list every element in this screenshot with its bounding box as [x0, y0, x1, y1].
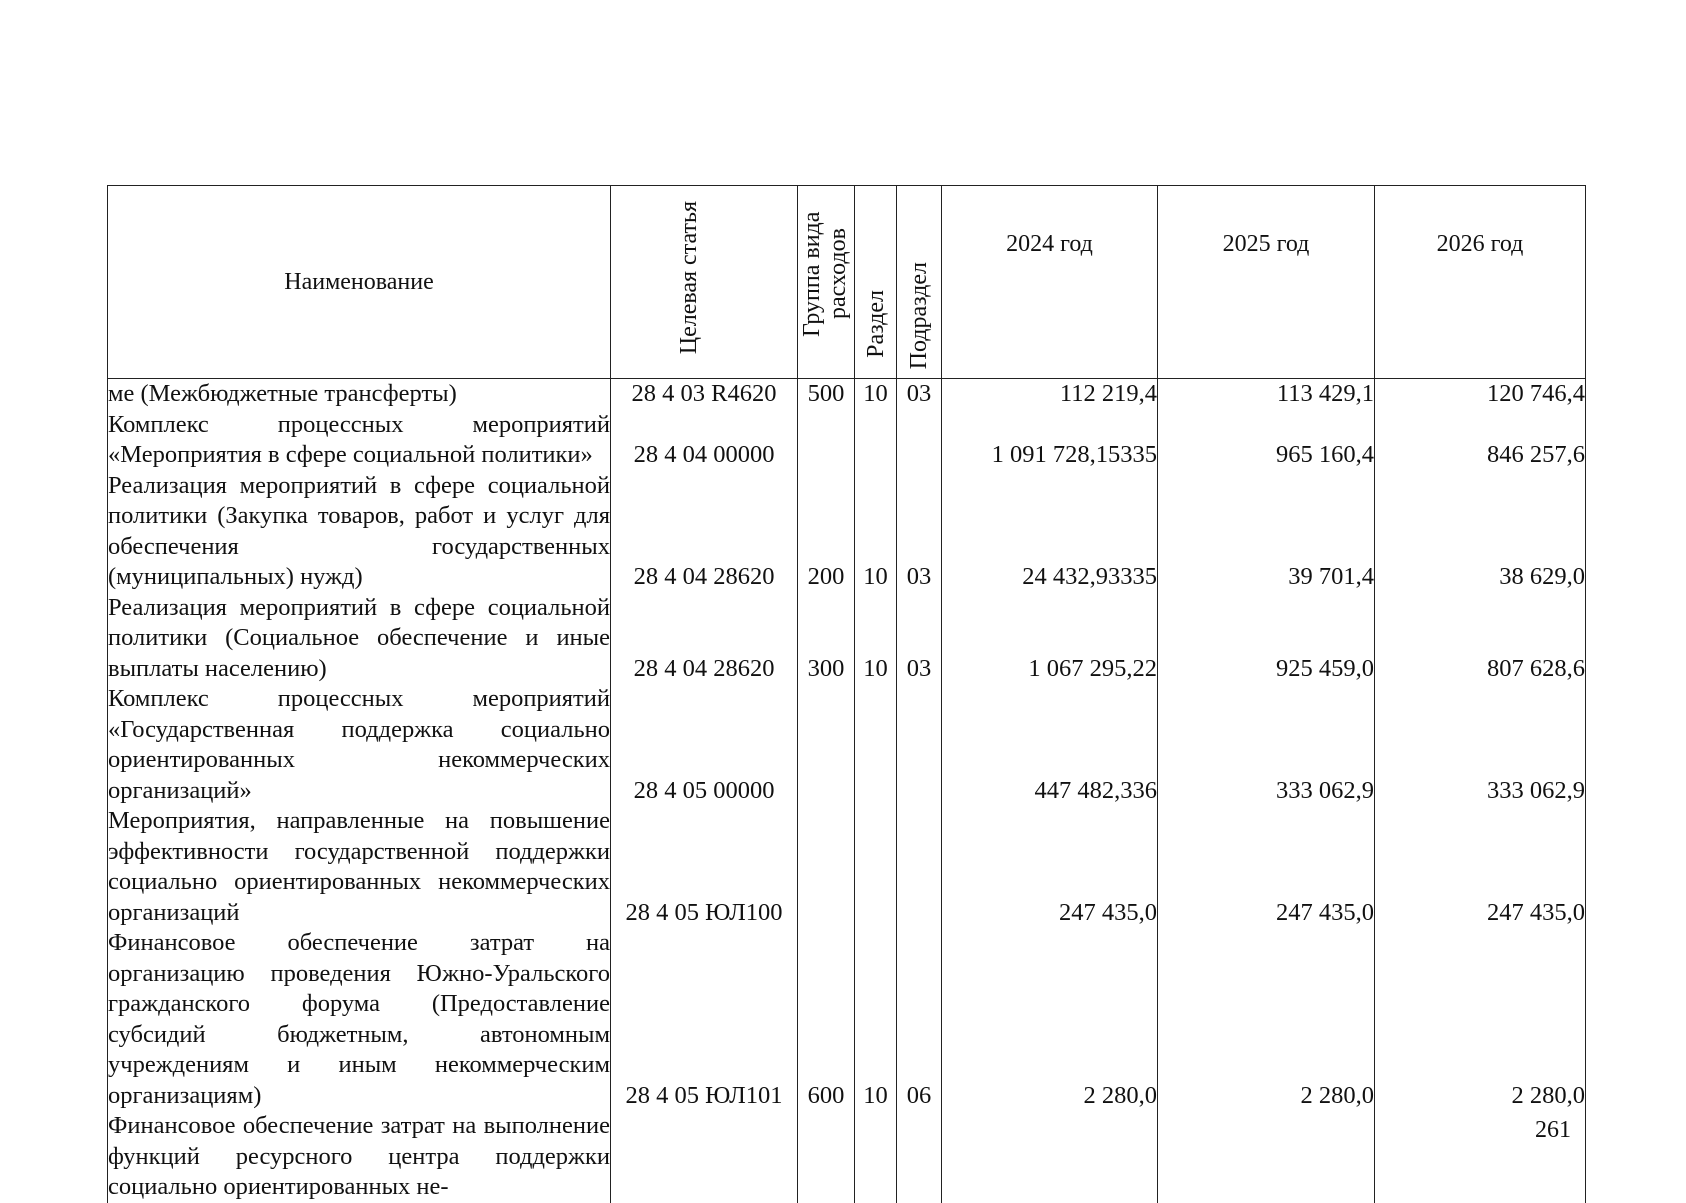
header-name [108, 186, 611, 379]
page-number: 261 [1535, 1117, 1571, 1143]
row-subsection [897, 684, 942, 806]
row-2024: 112 219,4 [942, 379, 1158, 410]
header-name-label: Наименование [284, 268, 434, 295]
row-2024: 447 482,336 [942, 684, 1158, 806]
header-2026-label: 2026 год [1436, 231, 1524, 257]
row-subsection: 03 [897, 593, 942, 685]
row-name: Финансовое обеспечение затрат на выполнение функций ресурсного центра поддержки социально ориентированных не- [108, 1111, 611, 1203]
row-name: ме (Межбюджетные трансферты) [108, 379, 611, 410]
row-2026: 247 435,0 [1375, 806, 1586, 928]
row-2024: 1 067 295,22 [942, 593, 1158, 685]
header-section-label: Раздел [862, 289, 889, 358]
row-2024: 1 091 728,15335 [942, 410, 1158, 471]
row-2025: 2 280,0 [1158, 928, 1375, 1111]
row-2025: 925 459,0 [1158, 593, 1375, 685]
row-2024: 24 432,93335 [942, 471, 1158, 593]
row-target [611, 1111, 798, 1203]
row-2025 [1158, 1111, 1375, 1203]
row-2024 [942, 1111, 1158, 1203]
header-2025-label: 2025 год [1222, 231, 1310, 257]
table-row [108, 379, 1586, 410]
header-2024 [942, 186, 1158, 379]
row-name: Мероприятия, направленные на повышение эффективности государственной поддержки социально ориентированных некоммерческих организаций [108, 806, 611, 928]
row-2026: 333 062,9 [1375, 684, 1586, 806]
table-row [108, 1111, 1586, 1203]
header-2025 [1158, 186, 1375, 379]
table-row [108, 471, 1586, 593]
row-2024: 2 280,0 [942, 928, 1158, 1111]
header-subsection [897, 186, 942, 379]
row-section: 10 [855, 593, 897, 685]
header-expense-group-label: Группа вида расходов [799, 210, 851, 337]
row-2026: 807 628,6 [1375, 593, 1586, 685]
row-target: 28 4 05 ЮЛ100 [611, 806, 798, 928]
row-2026: 2 280,0 [1375, 928, 1586, 1111]
table-row [108, 928, 1586, 1111]
row-target: 28 4 03 R4620 [611, 379, 798, 410]
table-header-row [108, 186, 1586, 379]
row-target: 28 4 04 28620 [611, 593, 798, 685]
row-subsection [897, 410, 942, 471]
row-group [798, 684, 855, 806]
row-group [798, 1111, 855, 1203]
header-subsection-label: Подраздел [906, 262, 932, 370]
row-2024: 247 435,0 [942, 806, 1158, 928]
row-section [855, 684, 897, 806]
header-section [855, 186, 897, 379]
row-name: Реализация мероприятий в сфере социальной политики (Закупка товаров, работ и услуг для обеспечения государственных (муниципальных) нужд) [108, 471, 611, 593]
header-target [611, 186, 798, 379]
row-section: 10 [855, 471, 897, 593]
row-group [798, 806, 855, 928]
header-2026 [1375, 186, 1586, 379]
row-group: 500 [798, 379, 855, 410]
header-expense-group [798, 186, 855, 379]
table-row [108, 593, 1586, 685]
table-row [108, 806, 1586, 928]
row-group [798, 410, 855, 471]
row-2025: 333 062,9 [1158, 684, 1375, 806]
table-row [108, 684, 1586, 806]
row-2026: 38 629,0 [1375, 471, 1586, 593]
row-group: 200 [798, 471, 855, 593]
row-section [855, 1111, 897, 1203]
row-subsection: 06 [897, 928, 942, 1111]
row-2026: 846 257,6 [1375, 410, 1586, 471]
row-2026: 120 746,4 [1375, 379, 1586, 410]
row-subsection [897, 1111, 942, 1203]
row-name: Реализация мероприятий в сфере социальной политики (Социальное обеспечение и иные выплаты населению) [108, 593, 611, 685]
header-2024-label: 2024 год [1006, 231, 1093, 257]
row-section [855, 806, 897, 928]
row-target: 28 4 04 00000 [611, 410, 798, 471]
row-group: 300 [798, 593, 855, 685]
row-target: 28 4 04 28620 [611, 471, 798, 593]
row-name: Комплекс процессных мероприятий «Государственная поддержка социально ориентированных некоммерческих организаций» [108, 684, 611, 806]
row-section [855, 410, 897, 471]
row-subsection [897, 806, 942, 928]
row-name: Финансовое обеспечение затрат на организацию проведения Южно-Уральского гражданского форума (Предоставление субсидий бюджетным, автономным учреждениям и иным некоммерческим организациям) [108, 928, 611, 1111]
row-subsection: 03 [897, 471, 942, 593]
row-section: 10 [855, 928, 897, 1111]
row-name: Комплекс процессных мероприятий «Мероприятия в сфере социальной политики» [108, 410, 611, 471]
row-subsection: 03 [897, 379, 942, 410]
row-2025: 247 435,0 [1158, 806, 1375, 928]
row-target: 28 4 05 00000 [611, 684, 798, 806]
row-2025: 39 701,4 [1158, 471, 1375, 593]
row-2025: 113 429,1 [1158, 379, 1375, 410]
row-group: 600 [798, 928, 855, 1111]
row-target: 28 4 05 ЮЛ101 [611, 928, 798, 1111]
row-2025: 965 160,4 [1158, 410, 1375, 471]
row-section: 10 [855, 379, 897, 410]
header-target-label: Целевая статья [676, 201, 702, 355]
table-row [108, 410, 1586, 471]
budget-table [107, 185, 1586, 1203]
